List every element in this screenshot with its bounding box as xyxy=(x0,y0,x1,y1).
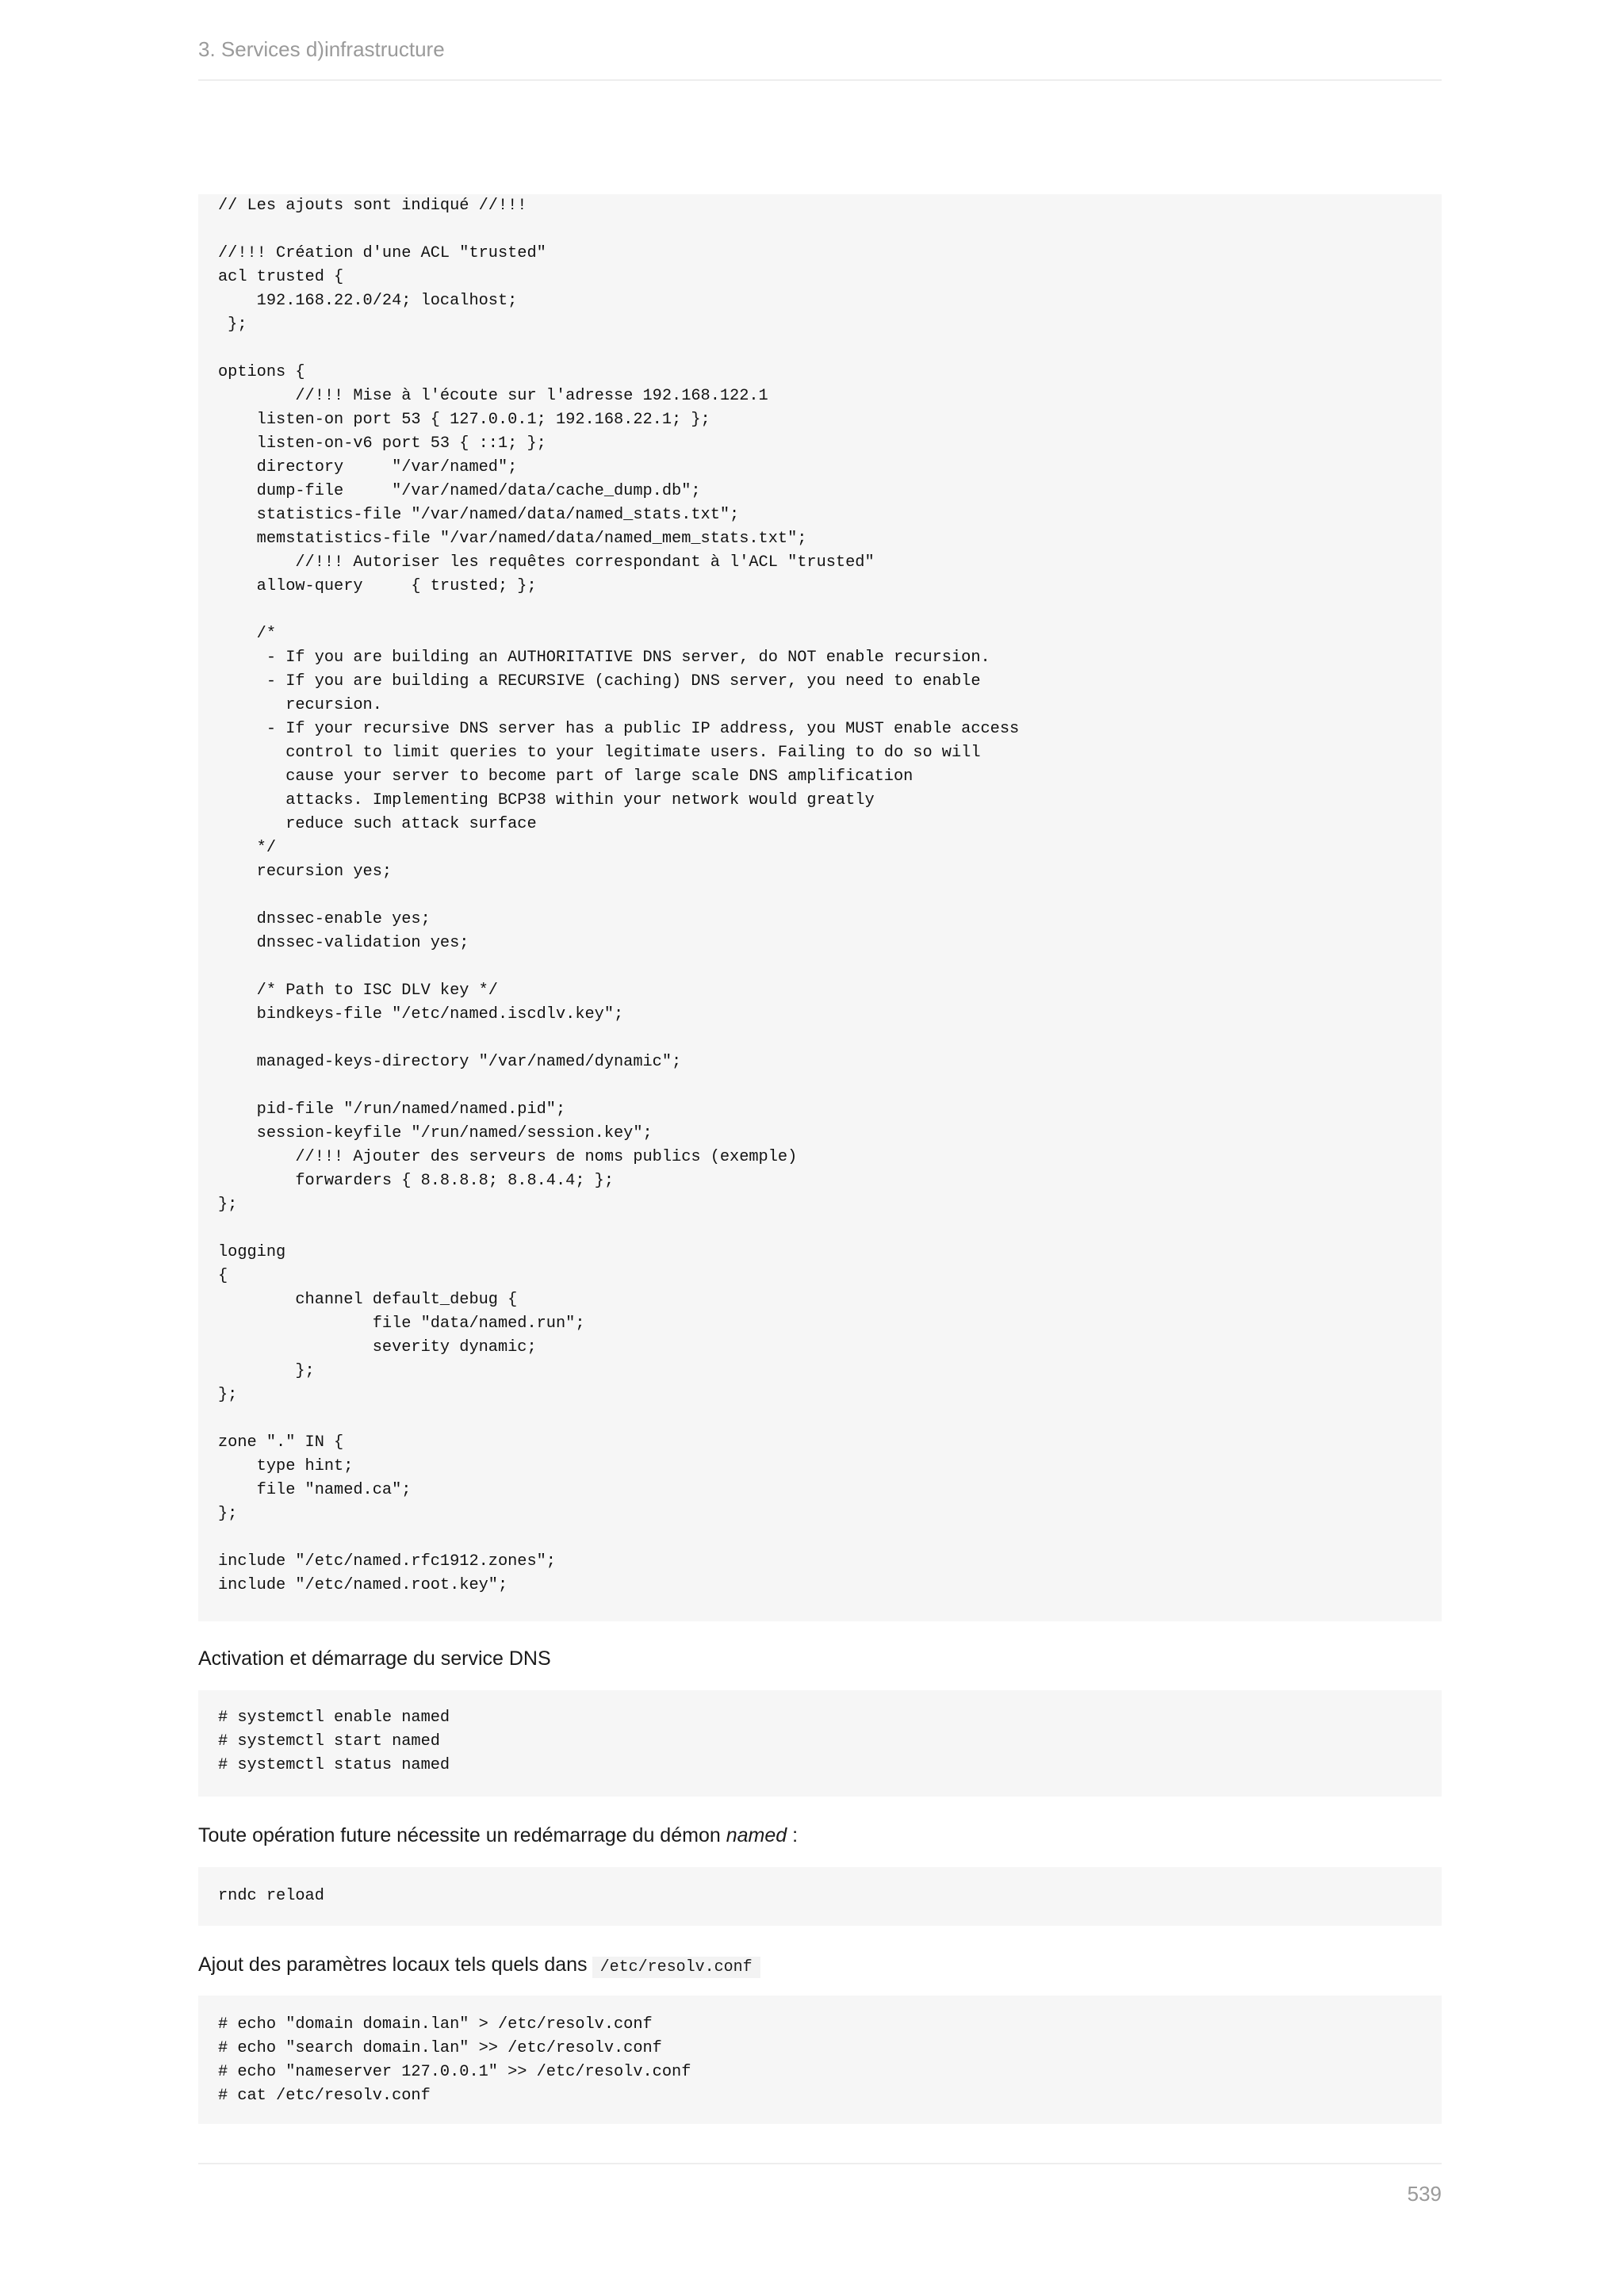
resolv-path-inline-code: /etc/resolv.conf xyxy=(592,1957,760,1978)
footer-divider xyxy=(198,2163,1442,2164)
resolv-conf-code-block: # echo "domain domain.lan" > /etc/resolv.conf # echo "search domain.lan" >> /etc/resolv.conf # echo "nameserver 127.0.0.1" >> /etc/resolv.conf # cat /etc/resolv.conf xyxy=(198,1996,1442,2124)
systemctl-code-block: # systemctl enable named # systemctl start named # systemctl status named xyxy=(198,1690,1442,1797)
rndc-code-block: rndc reload xyxy=(198,1867,1442,1926)
resolv-note-paragraph xyxy=(198,1950,1442,1982)
reload-note-text: Toute opération future nécessite un redémarrage du démon xyxy=(198,1824,726,1846)
named-conf-code-block: // Les ajouts sont indiqué //!!! //!!! Création d'une ACL "trusted" acl trusted { 192.168.22.0/24; localhost; }; options { //!!! Mise à l'écoute sur l'adresse 192.168.122.1 listen-on port 53 { 127.0.0.1; 192.168.22.1; }; listen-on-v6 port 53 { ::1; }; directory "/var/named"; dump-file "/var/named/data/cache_dump.db"; statistics-file "/var/named/data/named_stats.txt"; memstatistics-file "/var/named/data/named_mem_stats.txt"; //!!! Autoriser les requêtes correspondant à l'ACL "trusted" allow-query { trusted; }; /* - If you are building an AUTHORITATIVE DNS server, do NOT enable recursion. - If you are building a RECURSIVE (caching) DNS server, you need to enable recursion. - If your recursive DNS server has a public IP address, you MUST enable access control to limit queries to your legitimate users. Failing to do so will cause your server to become part of large scale DNS amplification attacks. Implementing BCP38 within your network would greatly reduce such attack surface */ recursion yes; dnssec-enable yes; dnssec-validation yes; /* Path to ISC DLV key */ bindkeys-file "/etc/named.iscdlv.key"; managed-keys-directory "/var/named/dynamic"; pid-file "/run/named/named.pid"; session-keyfile "/run/named/session.key"; //!!! Ajouter des serveurs de noms publics (exemple) forwarders { 8.8.8.8; 8.8.4.4; }; }; logging { channel default_debug { file "data/named.run"; severity dynamic; }; }; zone "." IN { type hint; file "named.ca"; }; include "/etc/named.rfc1912.zones"; include "/etc/named.root.key"; xyxy=(198,194,1442,1621)
daemon-name: named xyxy=(726,1824,787,1846)
page-number: 539 xyxy=(1407,2182,1442,2206)
page-header xyxy=(198,33,1442,81)
dns-activation-heading: Activation et démarrage du service DNS xyxy=(198,1647,551,1670)
resolv-note-text: Ajout des paramètres locaux tels quels dans xyxy=(198,1954,588,1976)
reload-note-suffix: : xyxy=(787,1824,799,1846)
chapter-title: 3. Services d)infrastructure xyxy=(198,37,445,61)
reload-note-paragraph xyxy=(198,1821,1442,1850)
